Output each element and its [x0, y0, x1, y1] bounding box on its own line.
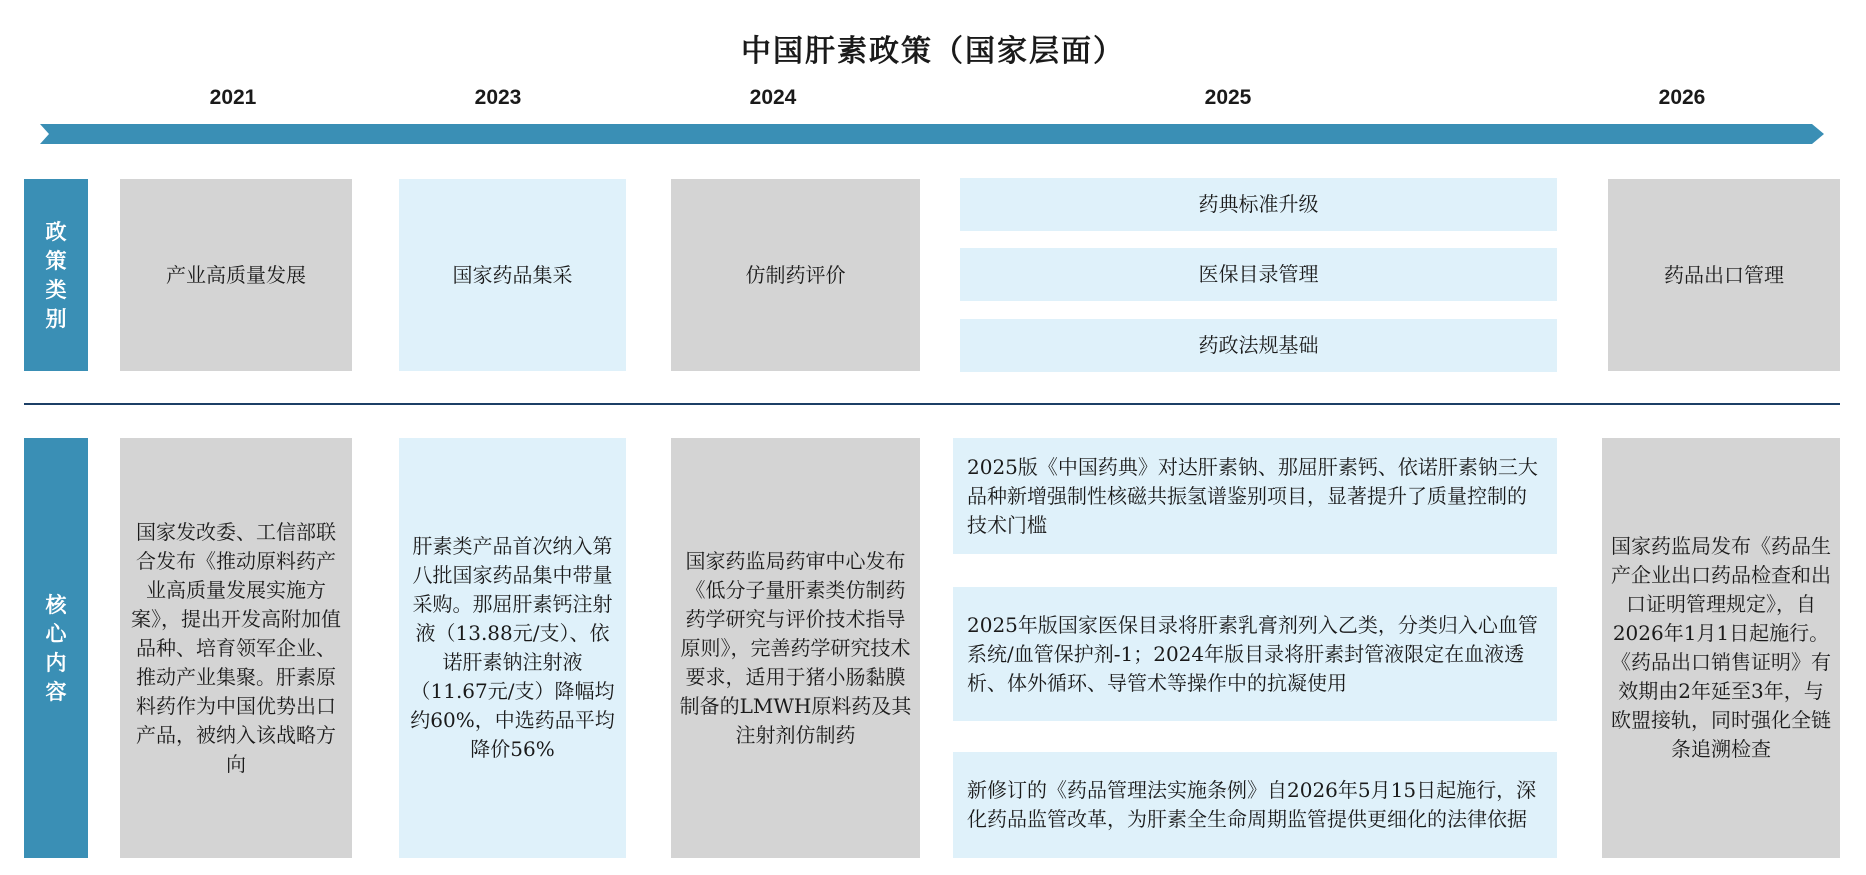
year-label-2026: 2026 — [1658, 86, 1706, 109]
content-text: 国家发改委、工信部联合发布《推动原料药产业高质量发展实施方案》，提出开发高附加值品种、培育领军企业、推动产业集聚。肝素原料药作为中国优势出口产品，被纳入该战略方向 — [131, 519, 341, 776]
content-box-2026 — [1602, 438, 1840, 858]
category-box-2025-insurance — [960, 248, 1557, 301]
content-text: 国家药监局药审中心发布《低分子量肝素类仿制药药学研究与评价技术指导原则》，完善药学研究技术要求，适用于猪小肠黏膜制备的LMWH原料药及其注射剂仿制药 — [679, 548, 912, 747]
row-label-char: 策 — [45, 248, 67, 273]
category-text: 产业高质量发展 — [166, 262, 306, 287]
row-label-char: 心 — [45, 621, 67, 646]
content-box-2024 — [671, 438, 920, 858]
row-label-char: 核 — [45, 592, 67, 617]
row-label-char: 类 — [45, 277, 67, 302]
row-label-char: 内 — [45, 650, 67, 675]
category-box-2021 — [120, 179, 352, 371]
year-label-2021: 2021 — [209, 86, 257, 109]
section-divider — [24, 403, 1840, 405]
row-label-char: 别 — [45, 306, 67, 331]
row-label-char: 政 — [45, 219, 67, 244]
content-box-2025-regulation — [953, 752, 1557, 858]
category-text: 仿制药评价 — [745, 262, 846, 287]
category-box-2023 — [399, 179, 626, 371]
category-text: 药品出口管理 — [1664, 262, 1784, 287]
category-box-2024 — [671, 179, 920, 371]
year-label-2025: 2025 — [1204, 86, 1252, 109]
row-label-core-content — [24, 438, 88, 858]
content-text: 肝素类产品首次纳入第八批国家药品集中带量采购。那屈肝素钙注射液（13.88元/支）、依诺肝素钠注射液（11.67元/支）降幅均约60%，中选药品平均降价56% — [410, 534, 615, 761]
content-text: 2025版《中国药典》对达肝素钠、那屈肝素钙、依诺肝素钠三大品种新增强制性核磁共振氢谱鉴别项目，显著提升了质量控制的技术门槛 — [967, 454, 1538, 537]
page-title: 中国肝素政策（国家层面） — [741, 34, 1125, 69]
timeline-arrow — [40, 122, 1826, 146]
content-box-2025-pharmacopoeia — [953, 438, 1557, 554]
category-box-2025-regulation — [960, 319, 1557, 372]
content-box-2023 — [399, 438, 626, 858]
category-text: 国家药品集采 — [452, 262, 573, 287]
row-label-char: 容 — [45, 679, 67, 704]
year-label-2023: 2023 — [474, 86, 522, 109]
content-text: 2025年版国家医保目录将肝素乳膏剂列入乙类，分类归入心血管系统/血管保护剂-1；2024年版目录将肝素封管液限定在血液透析、体外循环、导管术等操作中的抗凝使用 — [967, 612, 1538, 695]
content-text: 国家药监局发布《药品生产企业出口药品检查和出口证明管理规定》，自2026年1月1日起施行。《药品出口销售证明》有效期由2年延至3年，与欧盟接轨，同时强化全链条追溯检查 — [1611, 534, 1831, 761]
category-text: 药典标准升级 — [1198, 192, 1319, 216]
year-label-2024: 2024 — [749, 86, 797, 109]
content-text: 新修订的《药品管理法实施条例》自2026年5月15日起施行，深化药品监管改革，为肝素全生命周期监管提供更细化的法律依据 — [967, 778, 1537, 831]
category-text: 医保目录管理 — [1198, 262, 1319, 286]
content-box-2021 — [120, 438, 352, 858]
content-box-2025-insurance — [953, 587, 1557, 721]
category-box-2026 — [1608, 179, 1840, 371]
category-box-2025-pharmacopoeia — [960, 178, 1557, 231]
row-label-policy-category — [24, 179, 88, 371]
category-text: 药政法规基础 — [1198, 333, 1319, 357]
